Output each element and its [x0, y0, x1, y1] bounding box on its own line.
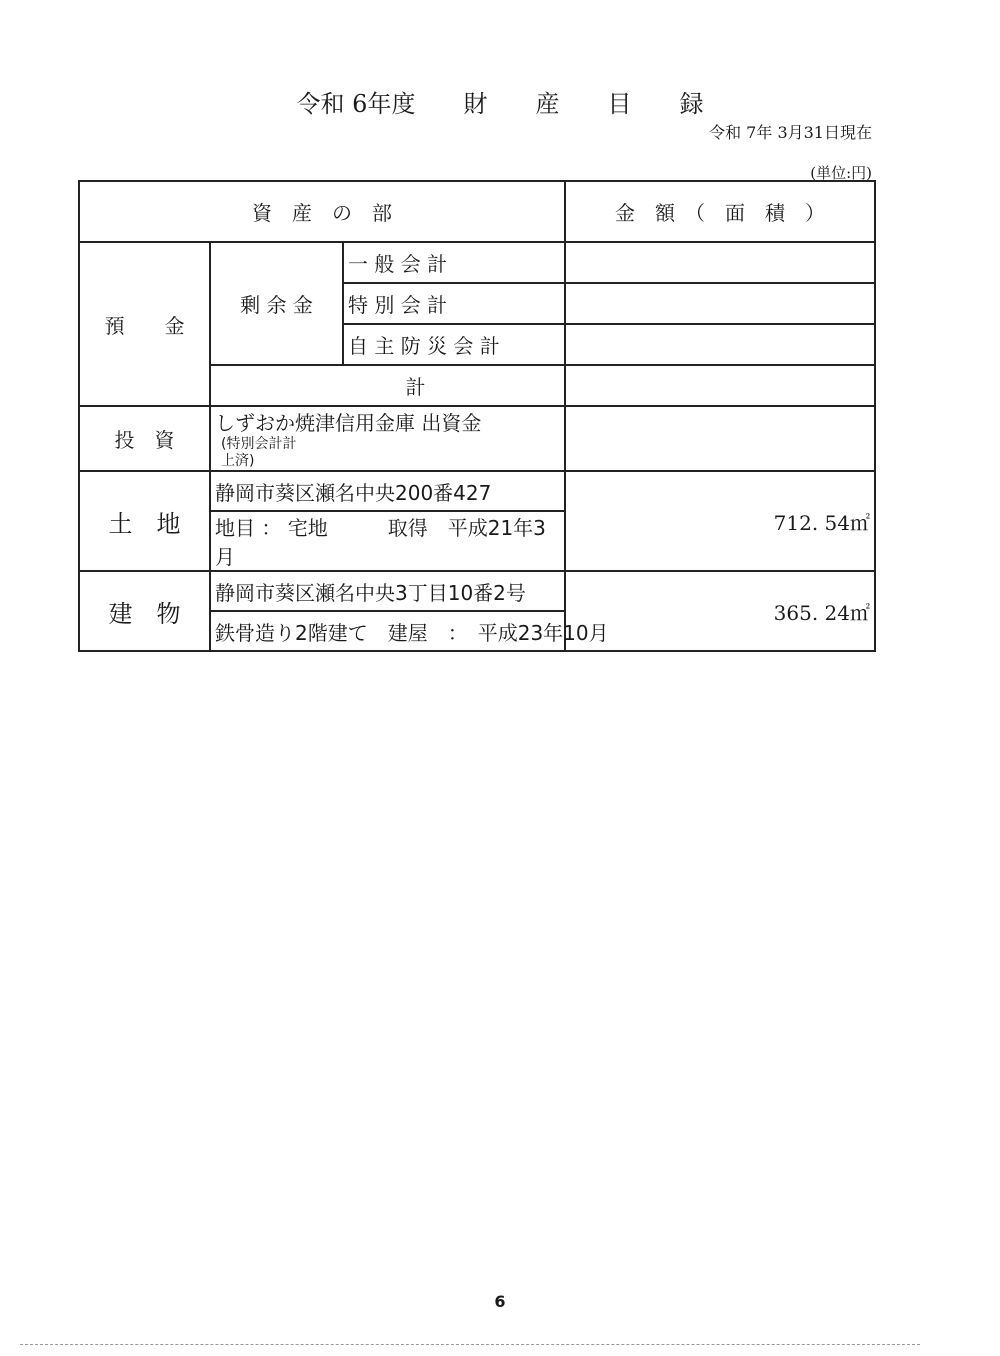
unit-label: (単位:円) [810, 164, 872, 182]
surplus-label: 剰 余 金 [210, 242, 343, 365]
special-account-label: 特 別 会 計 [343, 283, 565, 324]
investment-desc-text: しずおか焼津信用金庫 出資金 [215, 411, 482, 435]
land-area: 712. 54㎡ [565, 471, 875, 571]
building-address: 静岡市葵区瀬名中央3丁目10番2号 [210, 571, 565, 611]
page-title: 令和 6年度 財 産 目 録 [296, 90, 704, 118]
building-label: 建 物 [79, 571, 210, 651]
table-header-row [79, 181, 875, 242]
deposit-total-label: 計 [210, 365, 565, 406]
assets-header: 資 産 の 部 [79, 181, 565, 242]
table-row [79, 471, 875, 511]
amount-header: 金 額 （ 面 積 ） [565, 181, 875, 242]
property-inventory-table [78, 180, 876, 652]
table-row [79, 406, 875, 471]
deposit-total-amount [565, 365, 875, 406]
building-detail: 鉄骨造り2階建て 建屋 ： 平成23年10月 [210, 611, 565, 651]
land-detail: 地目 ： 宅地 取得 平成21年3月 [210, 511, 565, 571]
investment-label: 投 資 [79, 406, 210, 471]
investment-note: (特別会計計上済) [221, 436, 297, 469]
special-account-amount [565, 283, 875, 324]
building-area: 365. 24㎡ [565, 571, 875, 651]
bottom-divider [20, 1344, 920, 1345]
general-account-label: 一 般 会 計 [343, 242, 565, 283]
disaster-account-amount [565, 324, 875, 365]
investment-description [210, 406, 565, 471]
table-row [79, 571, 875, 611]
table-row [79, 242, 875, 283]
page-number: 6 [494, 1292, 506, 1311]
disaster-account-label: 自 主 防 災 会 計 [343, 324, 565, 365]
general-account-amount [565, 242, 875, 283]
land-label: 土 地 [79, 471, 210, 571]
investment-amount [565, 406, 875, 471]
deposit-label: 預 金 [79, 242, 210, 406]
land-address: 静岡市葵区瀬名中央200番427 [210, 471, 565, 511]
as-of-date: 令和 7年 3月31日現在 [709, 123, 872, 142]
